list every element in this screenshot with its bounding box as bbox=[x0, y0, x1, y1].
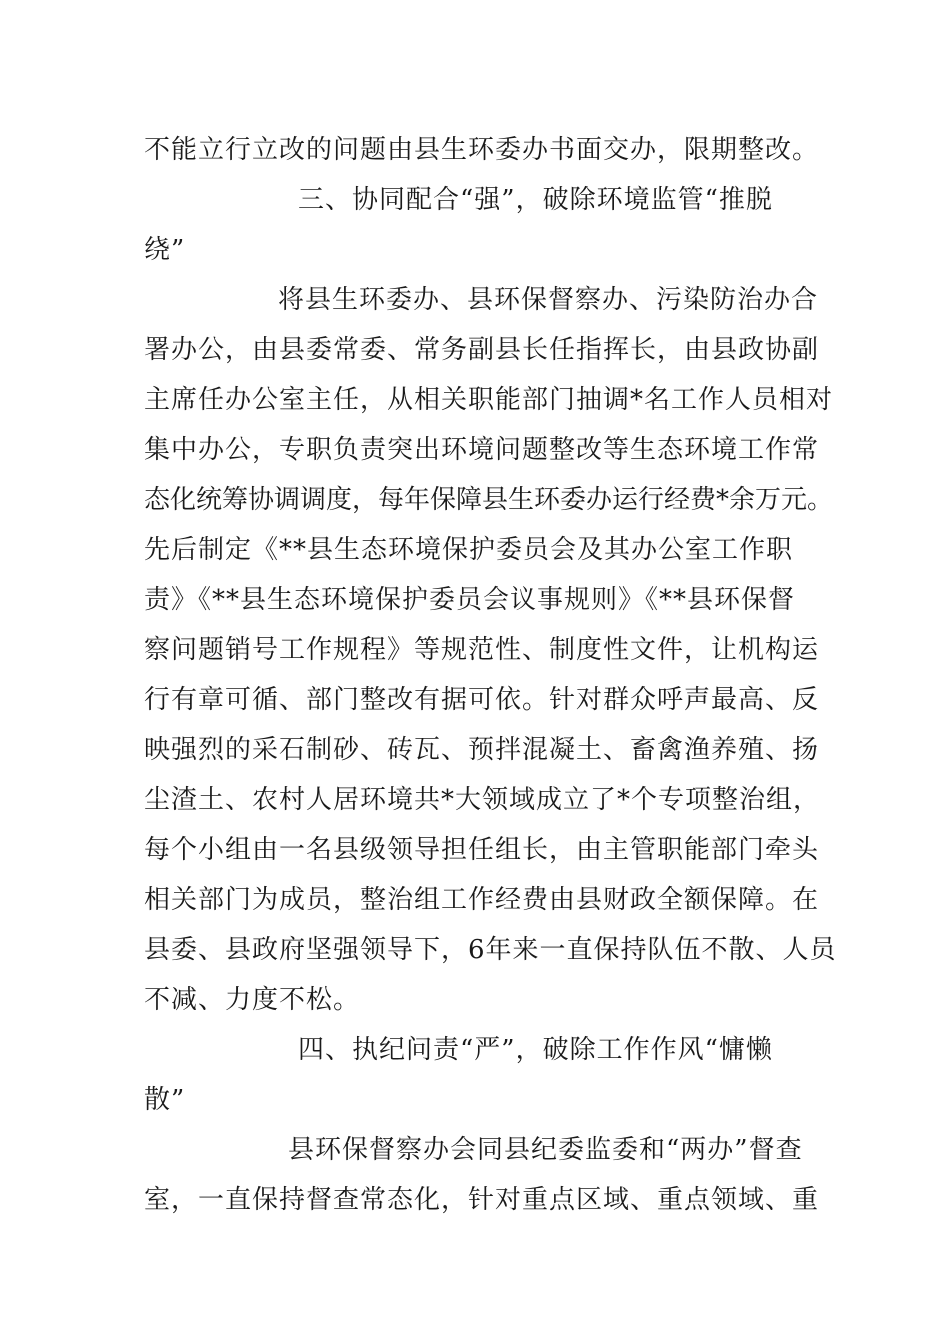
paragraph-line-17: 县环保督察办会同县纪委监委和“两办”督查 bbox=[288, 1135, 803, 1165]
paragraph-line-15: 县委、县政府坚强领导下，6年来一直保持队伍不散、人员 bbox=[144, 935, 837, 965]
paragraph-line-8: 责》《**县生态环境保护委员会议事规则》《**县环保督 bbox=[144, 585, 796, 615]
paragraph-line-12: 尘渣土、农村人居环境共*大领域成立了*个专项整治组， bbox=[144, 785, 821, 815]
section-heading-3-line-2: 绕” bbox=[144, 235, 186, 265]
paragraph-line-13: 每个小组由一名县级领导担任组长，由主管职能部门牵头 bbox=[144, 835, 820, 865]
section-heading-4-line-1: 四、执纪问责“严”，破除工作作风“慵懒 bbox=[298, 1035, 773, 1065]
paragraph-line-14: 相关部门为成员，整治组工作经费由县财政全额保障。在 bbox=[144, 885, 820, 915]
section-heading-3-line-1: 三、协同配合“强”，破除环境监管“推脱 bbox=[298, 185, 773, 215]
paragraph-line-9: 察问题销号工作规程》等规范性、制度性文件，让机构运 bbox=[144, 635, 820, 665]
paragraph-line-11: 映强烈的采石制砂、砖瓦、预拌混凝土、畜禽渔养殖、扬 bbox=[144, 735, 820, 765]
paragraph-line-5: 集中办公，专职负责突出环境问题整改等生态环境工作常 bbox=[144, 435, 820, 465]
paragraph-line-18: 室，一直保持督查常态化，针对重点区域、重点领域、重 bbox=[144, 1185, 820, 1215]
paragraph-line-3: 署办公，由县委常委、常务副县长任指挥长，由县政协副 bbox=[144, 335, 820, 365]
paragraph-line-1: 不能立行立改的问题由县生环委办书面交办，限期整改。 bbox=[144, 135, 820, 165]
section-heading-4-line-2: 散” bbox=[144, 1085, 186, 1115]
paragraph-line-10: 行有章可循、部门整改有据可依。针对群众呼声最高、反 bbox=[144, 685, 820, 715]
paragraph-line-6: 态化统筹协调调度，每年保障县生环委办运行经费*余万元。 bbox=[144, 485, 834, 515]
paragraph-line-7: 先后制定《**县生态环境保护委员会及其办公室工作职 bbox=[144, 535, 794, 565]
paragraph-line-4: 主席任办公室主任，从相关职能部门抽调*名工作人员相对 bbox=[144, 385, 834, 415]
paragraph-line-2: 将县生环委办、县环保督察办、污染防治办合 bbox=[278, 285, 819, 315]
paragraph-line-16: 不减、力度不松。 bbox=[144, 985, 361, 1015]
